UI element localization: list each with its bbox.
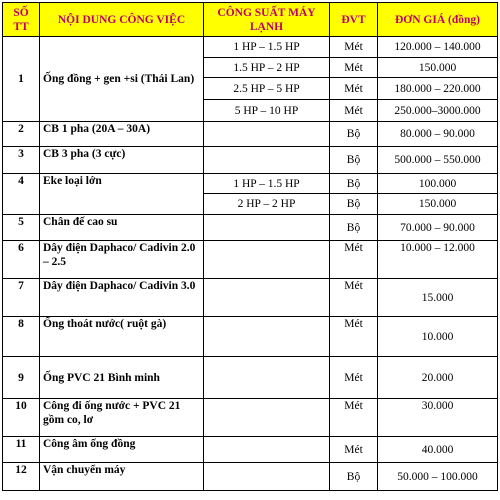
row-price: 10.000 – 12.000 — [378, 241, 498, 279]
table-row — [3, 215, 498, 241]
row-capacity — [204, 463, 330, 491]
row-capacity — [204, 317, 330, 357]
row-stt: 3 — [3, 147, 40, 174]
row-unit: Mét — [330, 58, 378, 78]
row-name: Chân đế cao su — [40, 215, 204, 241]
row-price: 40.000 — [378, 437, 498, 463]
table-row — [3, 357, 498, 399]
row-unit: Mét — [330, 317, 378, 357]
table-row — [3, 317, 498, 357]
header-stt: SỐ TT — [3, 3, 40, 37]
table-row — [3, 147, 498, 174]
row-price: 20.000 — [378, 357, 498, 399]
table-row — [3, 241, 498, 279]
row-unit: Mét — [330, 279, 378, 317]
row-unit: Mét — [330, 100, 378, 122]
row-name: CB 1 pha (20A – 30A) — [40, 122, 204, 147]
row-stt: 1 — [3, 37, 40, 122]
row-stt: 8 — [3, 317, 40, 357]
row-price: 180.000 – 220.000 — [378, 78, 498, 100]
row-name: Ống đồng + gen +si (Thái Lan) — [40, 37, 204, 122]
table-row — [3, 37, 498, 58]
row-stt: 7 — [3, 279, 40, 317]
row-name: Vận chuyển máy — [40, 463, 204, 491]
row-price: 150.000 — [378, 194, 498, 215]
row-capacity: 2 HP – 2 HP — [204, 194, 330, 215]
row-name: Ống thoát nước( ruột gà) — [40, 317, 204, 357]
row-capacity — [204, 357, 330, 399]
row-unit: Bộ — [330, 147, 378, 174]
row-price: 250.000–3000.000 — [378, 100, 498, 122]
row-name: Dây điện Daphaco/ Cadivin 2.0 – 2.5 — [40, 241, 204, 279]
row-unit: Bộ — [330, 215, 378, 241]
table-row — [3, 174, 498, 194]
row-unit: Bộ — [330, 174, 378, 194]
row-name: Eke loại lớn — [40, 174, 204, 215]
row-capacity: 5 HP – 10 HP — [204, 100, 330, 122]
row-price: 10.000 — [378, 317, 498, 357]
row-stt: 11 — [3, 437, 40, 463]
row-capacity — [204, 122, 330, 147]
row-price: 100.000 — [378, 174, 498, 194]
row-capacity — [204, 279, 330, 317]
row-stt: 9 — [3, 357, 40, 399]
table-row — [3, 437, 498, 463]
header-row — [3, 3, 498, 37]
row-capacity: 1 HP – 1.5 HP — [204, 174, 330, 194]
row-unit: Mét — [330, 357, 378, 399]
row-stt: 10 — [3, 399, 40, 437]
row-capacity — [204, 215, 330, 241]
row-name: Công âm ống đồng — [40, 437, 204, 463]
row-unit: Mét — [330, 437, 378, 463]
row-price: 500.000 – 550.000 — [378, 147, 498, 174]
table-row — [3, 463, 498, 491]
header-don-gia: ĐƠN GIÁ (đồng) — [378, 3, 498, 37]
row-stt: 4 — [3, 174, 40, 215]
row-capacity — [204, 241, 330, 279]
row-unit: Bộ — [330, 194, 378, 215]
price-table — [2, 2, 498, 491]
row-unit: Mét — [330, 37, 378, 58]
row-price: 80.000 – 90.000 — [378, 122, 498, 147]
header-noi-dung: NỘI DUNG CÔNG VIỆC — [40, 3, 204, 37]
row-capacity: 2.5 HP – 5 HP — [204, 78, 330, 100]
row-name: Ống PVC 21 Bình minh — [40, 357, 204, 399]
row-unit: Mét — [330, 399, 378, 437]
row-price: 150.000 — [378, 58, 498, 78]
row-capacity: 1 HP – 1.5 HP — [204, 37, 330, 58]
row-name: Dây điện Daphaco/ Cadivin 3.0 — [40, 279, 204, 317]
row-unit: Bộ — [330, 463, 378, 491]
row-capacity — [204, 399, 330, 437]
table-row — [3, 399, 498, 437]
row-capacity: 1.5 HP – 2 HP — [204, 58, 330, 78]
header-cong-suat: CÔNG SUẤT MÁY LẠNH — [204, 3, 330, 37]
table-row — [3, 279, 498, 317]
row-name: Công đi ống nước + PVC 21 gồm co, lơ — [40, 399, 204, 437]
row-price: 70.000 – 90.000 — [378, 215, 498, 241]
table-row — [3, 122, 498, 147]
row-price: 120.000 – 140.000 — [378, 37, 498, 58]
row-stt: 12 — [3, 463, 40, 491]
row-price: 15.000 — [378, 279, 498, 317]
row-stt: 5 — [3, 215, 40, 241]
header-dvt: ĐVT — [330, 3, 378, 37]
row-stt: 2 — [3, 122, 40, 147]
row-price: 50.000 – 100.000 — [378, 463, 498, 491]
row-capacity — [204, 147, 330, 174]
row-price: 30.000 — [378, 399, 498, 437]
row-stt: 6 — [3, 241, 40, 279]
row-unit: Mét — [330, 78, 378, 100]
row-unit: Mét — [330, 241, 378, 279]
row-name: CB 3 pha (3 cực) — [40, 147, 204, 174]
row-unit: Bộ — [330, 122, 378, 147]
row-capacity — [204, 437, 330, 463]
